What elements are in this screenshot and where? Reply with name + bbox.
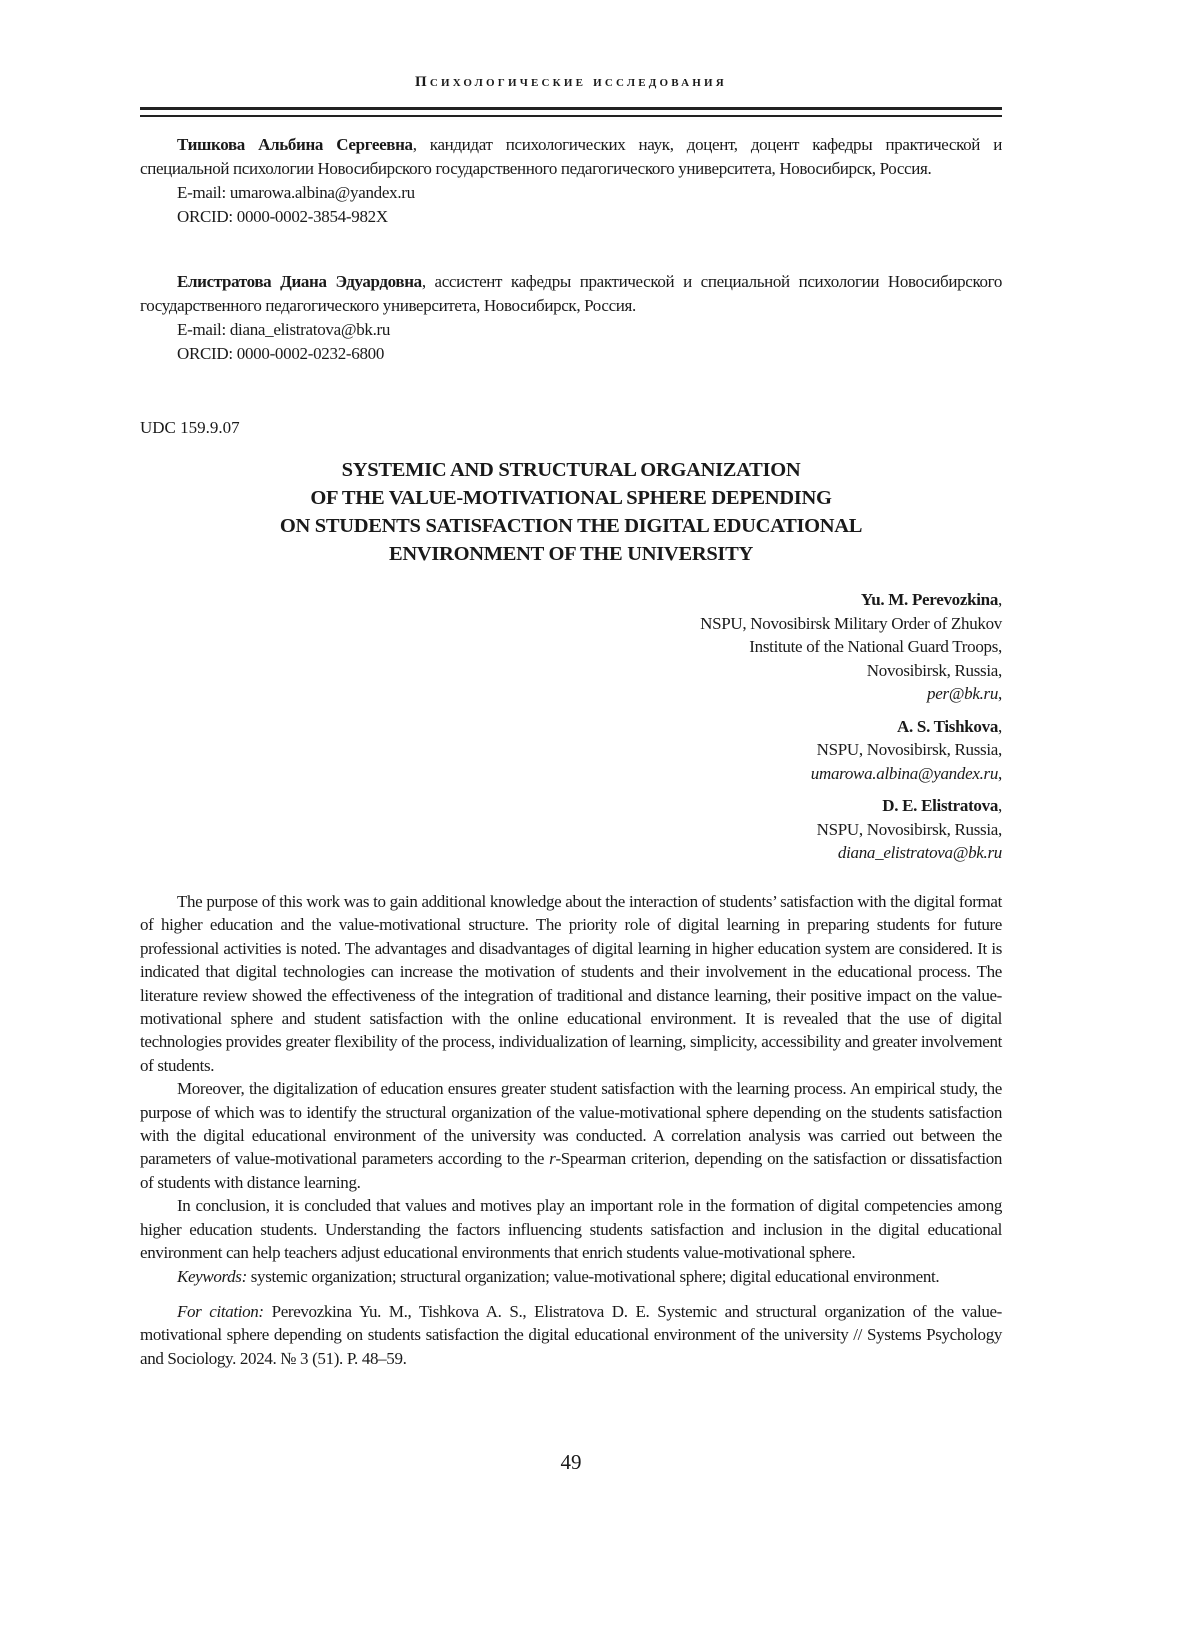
- author-affiliation: Novosibirsk, Russia,: [700, 659, 1002, 683]
- keywords-text: systemic organization; structural organization; value-motivational sphere; digital educational environment.: [247, 1267, 939, 1286]
- article-title: [140, 456, 1002, 568]
- title-line: OF THE VALUE-MOTIVATIONAL SPHERE DEPENDING: [140, 484, 1002, 512]
- author-email: E-mail: umarowa.albina@yandex.ru: [140, 181, 1002, 205]
- author-name: A. S. Tishkova: [897, 717, 998, 736]
- author-affiliation: Institute of the National Guard Troops,: [700, 635, 1002, 659]
- abstract: [140, 890, 1002, 1370]
- author-info-ru-1: [140, 133, 1002, 229]
- abstract-paragraph: Moreover, the digitalization of education ensures greater student satisfaction with the learning process. An empirical study, the purpose of which was to identify the structural organization of the value-motivational sphere depending on the students satisfaction with the digital educational environment of the university was conducted. A correlation analysis was carried out between the parameters of value-motivational parameters according to the r-Spearman criterion, depending on the satisfaction or dissatisfaction of students with distance learning.: [140, 1077, 1002, 1194]
- title-line: ENVIRONMENT OF THE UNIVERSITY: [140, 540, 1002, 568]
- title-line: SYSTEMIC AND STRUCTURAL ORGANIZATION: [140, 456, 1002, 484]
- author-en-3: D. E. Elistratova, NSPU, Novosibirsk, Russia, diana_elistratova@bk.ru: [700, 794, 1002, 865]
- author-name: D. E. Elistratova: [882, 796, 998, 815]
- udc-code: UDC 159.9.07: [140, 418, 240, 438]
- author-affiliation: NSPU, Novosibirsk, Russia,: [700, 738, 1002, 762]
- author-email: diana_elistratova@bk.ru: [838, 843, 1002, 862]
- page-number: 49: [140, 1450, 1002, 1475]
- author-info-ru-2: [140, 270, 1002, 366]
- authors-en: [700, 588, 1002, 874]
- author-orcid: ORCID: 0000-0002-3854-982X: [140, 205, 1002, 229]
- author-email: umarowa.albina@yandex.ru: [811, 764, 998, 783]
- citation-text: Perevozkina Yu. M., Tishkova A. S., Elistratova D. E. Systemic and structural organization of the value-motivational sphere depending on students satisfaction the digital educational environment of the university // Systems Psychology and Sociology. 2024. № 3 (51). P. 48–59.: [140, 1302, 1002, 1368]
- title-line: ON STUDENTS SATISFACTION THE DIGITAL EDUCATIONAL: [140, 512, 1002, 540]
- author-en-1: Yu. M. Perevozkina, NSPU, Novosibirsk Military Order of Zhukov Institute of the National Guard Troops, Novosibirsk, Russia, per@bk.ru,: [700, 588, 1002, 706]
- author-en-2: A. S. Tishkova, NSPU, Novosibirsk, Russia, umarowa.albina@yandex.ru,: [700, 715, 1002, 786]
- running-header: Психологические исследования: [140, 74, 1002, 91]
- author-description: , ассистент кафедры практической и специальной психологии Новосибирского государственного педагогического университета, Новосибирск, Россия.: [140, 272, 1002, 315]
- author-email: per@bk.ru: [927, 684, 998, 703]
- abstract-paragraph: In conclusion, it is concluded that values and motives play an important role in the formation of digital competencies among higher education students. Understanding the factors influencing students satisfaction and inclusion in the digital educational environment can help teachers adjust educational environments that enrich students value-motivational sphere.: [140, 1194, 1002, 1264]
- author-name: Елистратова Диана Эдуардовна: [177, 272, 422, 291]
- citation: [140, 1300, 1002, 1370]
- keywords-label: Keywords:: [177, 1267, 247, 1286]
- author-email: E-mail: diana_elistratova@bk.ru: [140, 318, 1002, 342]
- author-name: Yu. M. Perevozkina: [861, 590, 998, 609]
- header-rule-thin: [140, 115, 1002, 117]
- author-affiliation: NSPU, Novosibirsk Military Order of Zhukov: [700, 612, 1002, 636]
- abstract-paragraph: The purpose of this work was to gain additional knowledge about the interaction of students’ satisfaction with the digital format of higher education and the value-motivational structure. The priority role of digital learning in preparing students for future professional activities is noted. The advantages and disadvantages of digital learning in higher education system are considered. It is indicated that digital technologies can increase the motivation of students and their involvement in the educational process. The literature review showed the effectiveness of the integration of traditional and distance learning, their positive impact on the value-motivational sphere and student satisfaction with the online educational environment. It is revealed that the use of digital technologies provides greater flexibility of the process, individualization of learning, simplicity, accessibility and greater involvement of students.: [140, 890, 1002, 1077]
- author-description: , кандидат психологических наук, доцент, доцент кафедры практической и специальной психологии Новосибирского государственного педагогического университета, Новосибирск, Россия.: [140, 135, 1002, 178]
- keywords: [140, 1265, 1002, 1288]
- header-rule-thick: [140, 107, 1002, 110]
- author-name: Тишкова Альбина Сергеевна: [177, 135, 413, 154]
- citation-label: For citation:: [177, 1302, 264, 1321]
- author-affiliation: NSPU, Novosibirsk, Russia,: [700, 818, 1002, 842]
- author-orcid: ORCID: 0000-0002-0232-6800: [140, 342, 1002, 366]
